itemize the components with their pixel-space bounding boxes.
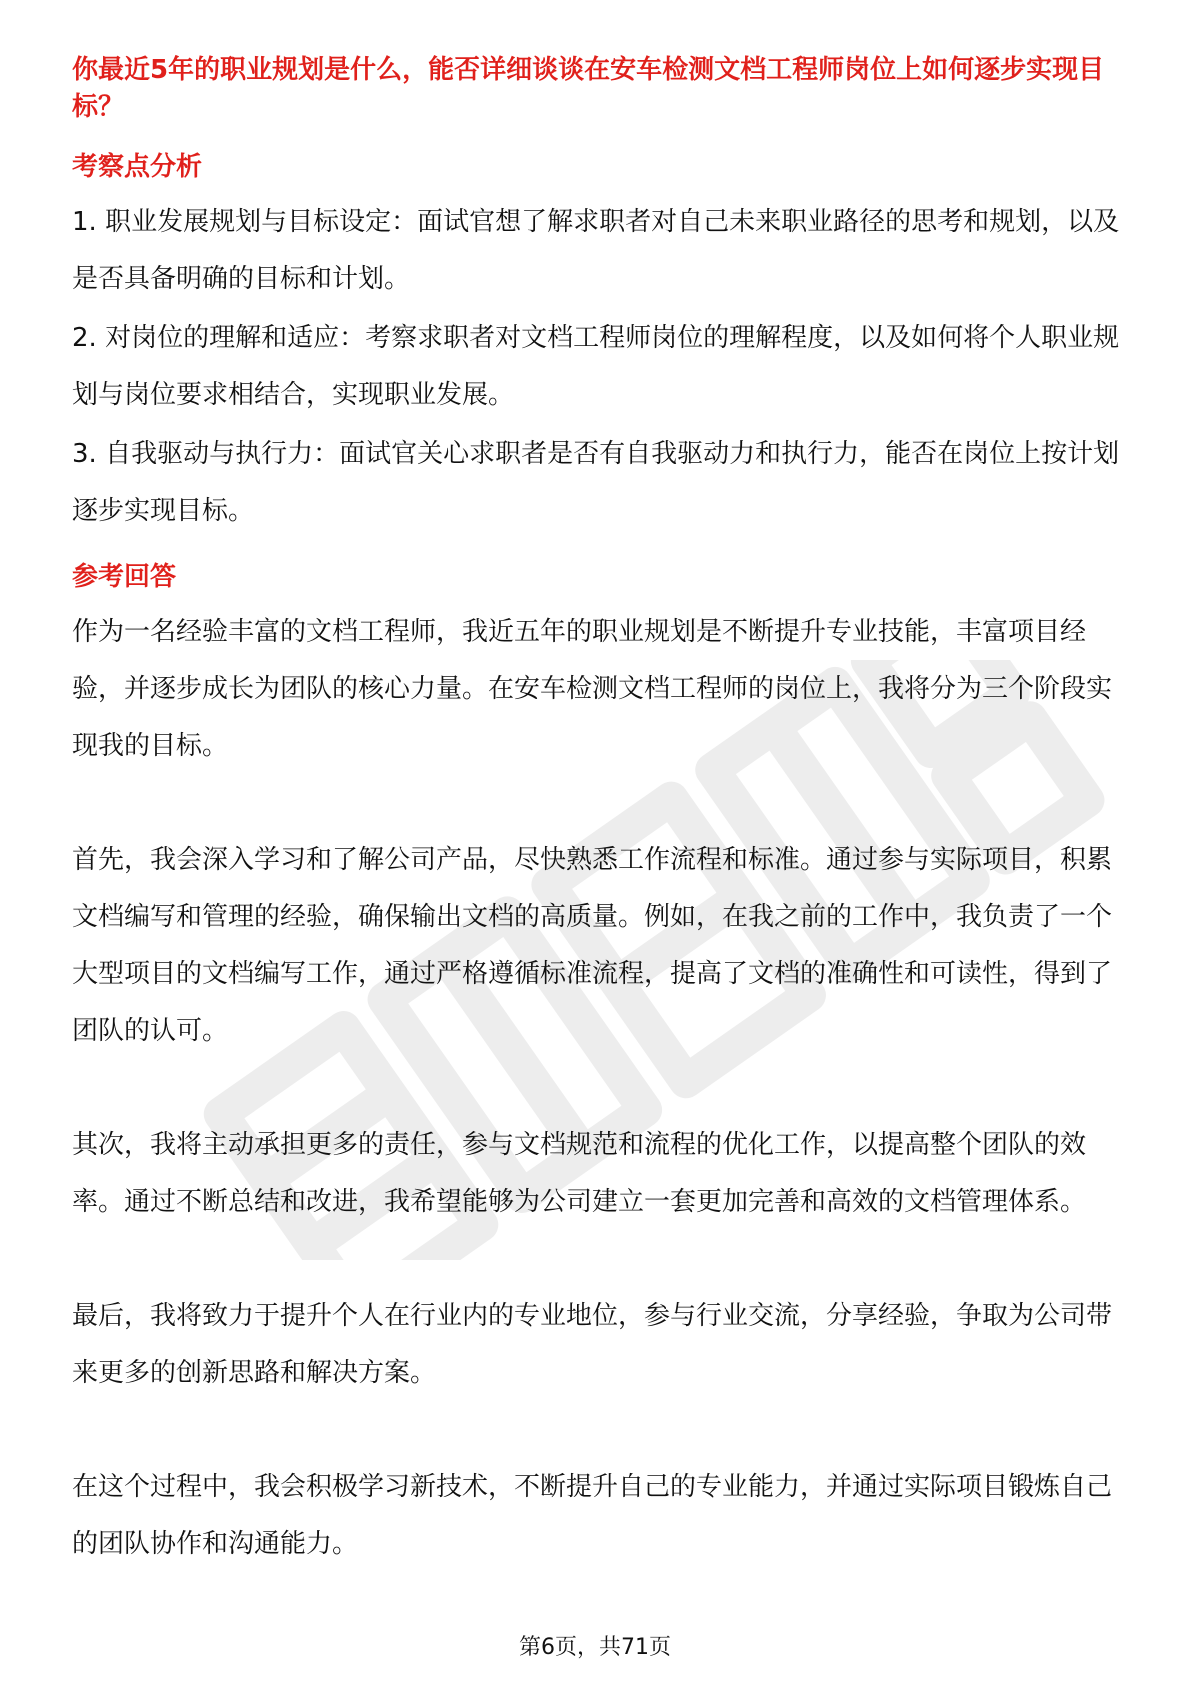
answer-paragraph-3: 其次，我将主动承担更多的责任，参与文档规范和流程的优化工作，以提高整个团队的效率。通过不断总结和改进，我希望能够为公司建立一套更加完善和高效的文档管理体系。 [72,1130,1087,1217]
analysis-point-1: 1. 职业发展规划与目标设定：面试官想了解求职者对自己未来职业路径的思考和规划，以及是否具备明确的目标和计划。 [72,207,1120,294]
answer-section-title: 参考回答 [72,562,177,592]
question-heading: 你最近5年的职业规划是什么，能否详细谈谈在安车检测文档工程师岗位上如何逐步实现目标？ [72,55,1105,122]
analysis-point-3: 3. 自我驱动与执行力：面试官关心求职者是否有自我驱动力和执行力，能否在岗位上按计划逐步实现目标。 [72,439,1120,526]
answer-body [72,604,1120,1573]
answer-paragraph-2: 首先，我会深入学习和了解公司产品，尽快熟悉工作流程和标准。通过参与实际项目，积累文档编写和管理的经验，确保输出文档的高质量。例如，在我之前的工作中，我负责了一个大型项目的文档编写工作，通过严格遵循标准流程，提高了文档的准确性和可读性，得到了团队的认可。 [72,845,1113,1046]
document-page [72,52,1120,1573]
answer-paragraph-5: 在这个过程中，我会积极学习新技术，不断提升自己的专业能力，并通过实际项目锻炼自己的团队协作和沟通能力。 [72,1472,1113,1559]
analysis-point-2: 2. 对岗位的理解和适应：考察求职者对文档工程师岗位的理解程度，以及如何将个人职业规划与岗位要求相结合，实现职业发展。 [72,323,1120,410]
analysis-points [72,194,1120,540]
answer-paragraph-4: 最后，我将致力于提升个人在行业内的专业地位，参与行业交流，分享经验，争取为公司带来更多的创新思路和解决方案。 [72,1301,1113,1388]
answer-paragraph-1: 作为一名经验丰富的文档工程师，我近五年的职业规划是不断提升专业技能，丰富项目经验，并逐步成长为团队的核心力量。在安车检测文档工程师的岗位上，我将分为三个阶段实现我的目标。 [72,617,1113,761]
analysis-section-title: 考察点分析 [72,152,203,182]
page-number: 第6页，共71页 [519,1635,671,1660]
